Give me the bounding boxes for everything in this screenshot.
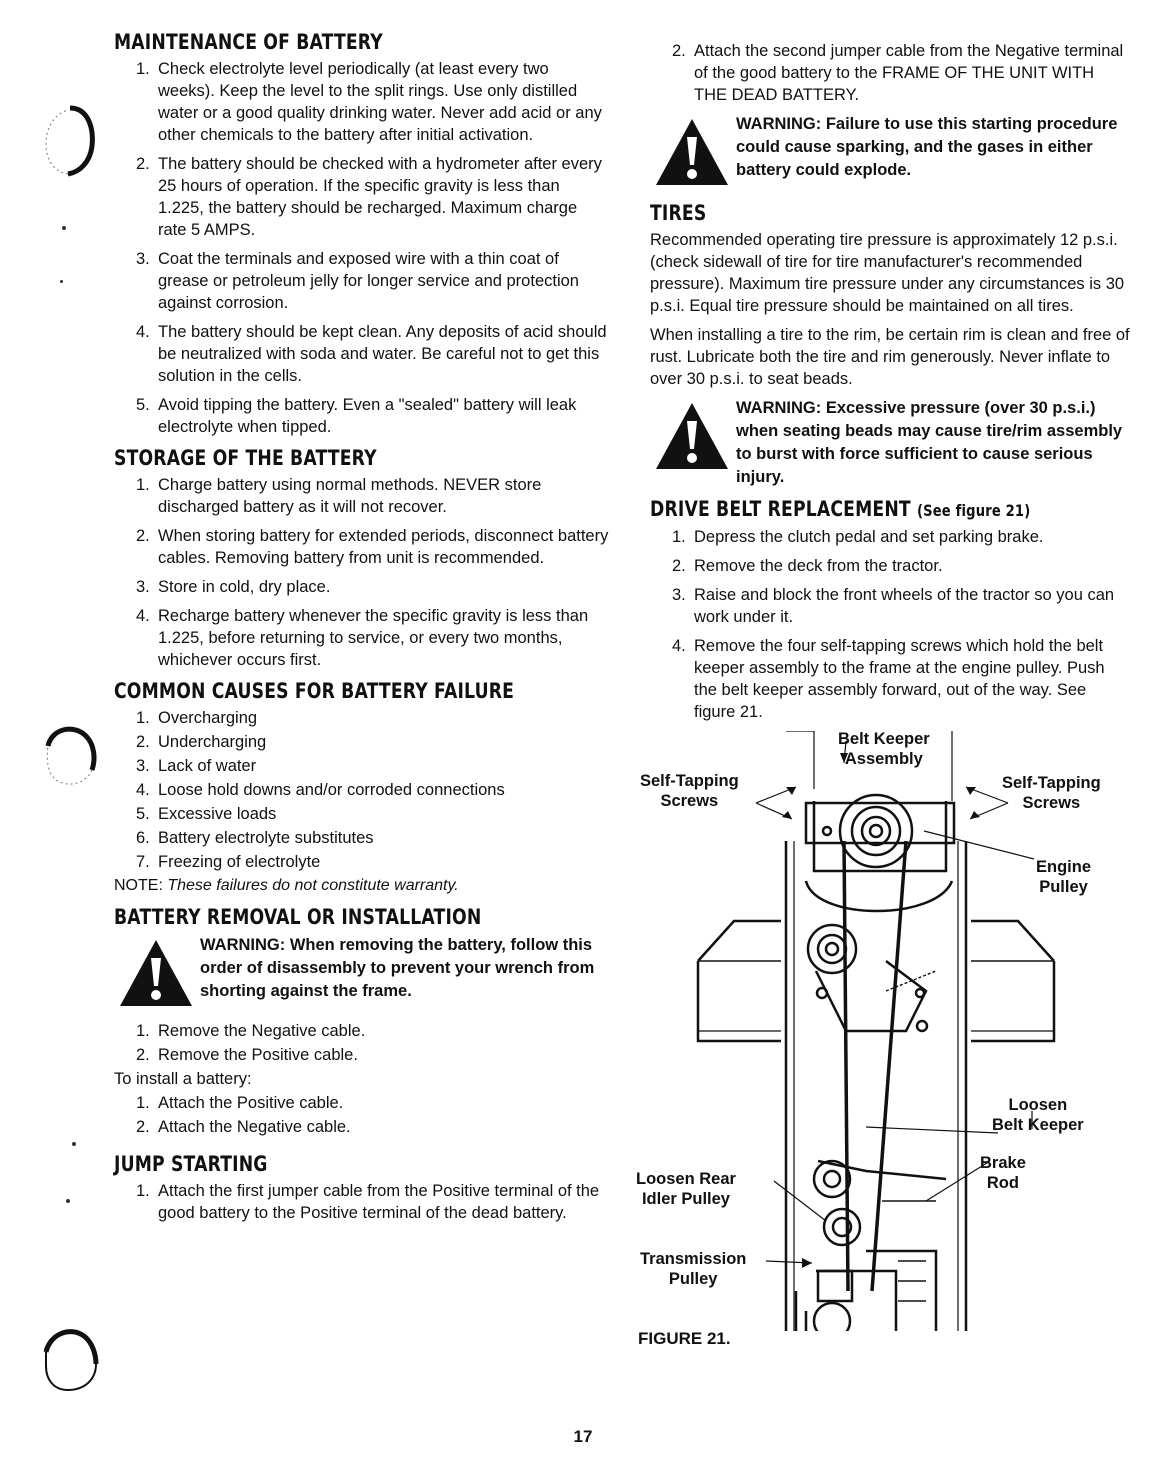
jump-continued xyxy=(650,40,1130,193)
list-item: 3. Raise and block the front wheels of the tractor so you can work under it. xyxy=(672,586,1115,626)
label-loosen-belt-keeper: Loosen Belt Keeper xyxy=(992,1096,1084,1134)
warning-triangle-icon xyxy=(118,938,194,1008)
speck xyxy=(62,226,66,230)
belt-section xyxy=(650,497,1130,723)
storage-section xyxy=(114,446,609,671)
figure-caption: FIGURE 21. xyxy=(638,1329,731,1348)
install-intro: To install a battery: xyxy=(114,1070,252,1088)
list-item: 1. Overcharging xyxy=(136,709,258,727)
list-item: 3. Store in cold, dry place. xyxy=(136,578,331,596)
binder-hole-icon xyxy=(40,1320,100,1400)
warning-triangle-icon xyxy=(654,117,730,187)
section-title: STORAGE OF THE BATTERY xyxy=(114,446,377,470)
numbered-list xyxy=(114,707,609,873)
list-item: 2. Remove the Positive cable. xyxy=(136,1046,358,1064)
numbered-list xyxy=(114,1092,609,1138)
binder-hole-icon xyxy=(40,718,100,798)
list-item: 2. Remove the deck from the tractor. xyxy=(672,557,943,575)
list-item: 2. The battery should be checked with a hydrometer after every 25 hours of operation. If the specific gravity is less than 1.225, the battery should be recharged. Maximum charge rate 5 AMPS. xyxy=(136,155,602,239)
numbered-list xyxy=(114,1180,609,1224)
list-item: 4. Recharge battery whenever the specific gravity is less than 1.225, before returning to service, or every two months, whichever occurs first. xyxy=(136,607,589,669)
figure-21 xyxy=(636,731,1126,1361)
label-loosen-rear-idler: Loosen Rear Idler Pulley xyxy=(636,1170,736,1208)
list-item: 1. Attach the first jumper cable from the Positive terminal of the good battery to the Positive terminal of the dead battery. xyxy=(136,1182,600,1222)
numbered-list xyxy=(650,40,1130,106)
section-title: DRIVE BELT REPLACEMENT (See figure 21) xyxy=(650,497,1031,521)
list-item: 2. Undercharging xyxy=(136,733,267,751)
label-transmission-pulley: Transmission Pulley xyxy=(640,1250,747,1288)
section-title: TIRES xyxy=(650,201,707,225)
list-item: 3. Coat the terminals and exposed wire with a thin coat of grease or petroleum jelly for longer service and protection against corrosion. xyxy=(136,250,579,312)
label-self-tapping-right: Self-Tapping Screws xyxy=(1002,774,1101,812)
list-item: 4. Remove the four self-tapping screws which hold the belt keeper assembly to the frame at the engine pulley. Push the belt keeper assembly forward, out of the way. See figure 21. xyxy=(672,637,1105,721)
removal-section xyxy=(114,905,609,1138)
list-item: 6. Battery electrolyte substitutes xyxy=(136,829,374,847)
list-item: 1. Check electrolyte level periodically (at least every two weeks). Keep the level to the split rings. Use only distilled water or a good quality drinking water. Never add acid or any other chemicals to the battery after initial activation. xyxy=(136,60,602,144)
numbered-list xyxy=(650,526,1130,723)
section-title: COMMON CAUSES FOR BATTERY FAILURE xyxy=(114,679,515,703)
warning-block: WARNING: Failure to use this starting procedure could cause sparking, and the gases in either battery could explode. xyxy=(650,113,1130,193)
speck xyxy=(66,1199,70,1203)
label-brake-rod: Brake Rod xyxy=(980,1154,1026,1192)
list-item: 1. Charge battery using normal methods. NEVER store discharged battery as it will not recover. xyxy=(136,476,542,516)
list-item: 1. Remove the Negative cable. xyxy=(136,1022,366,1040)
list-item: 2. Attach the second jumper cable from the Negative terminal of the good battery to the FRAME OF THE UNIT WITH THE DEAD BATTERY. xyxy=(672,42,1124,104)
numbered-list xyxy=(114,474,609,671)
list-item: 7. Freezing of electrolyte xyxy=(136,853,321,871)
maintenance-section xyxy=(114,30,609,438)
warning-triangle-icon xyxy=(654,401,730,471)
warning-block: WARNING: When removing the battery, follow this order of disassembly to prevent your wrench from shorting against the frame. xyxy=(114,934,609,1014)
list-item: 4. The battery should be kept clean. Any deposits of acid should be neutralized with soda and water. Be careful not to get this solution in the cells. xyxy=(136,323,607,385)
page-number: 17 xyxy=(573,1427,593,1446)
drive-belt-diagram xyxy=(636,731,1126,1331)
right-column xyxy=(636,40,1130,1361)
tires-paragraph: Recommended operating tire pressure is approximately 12 p.s.i. (check sidewall of tire for tire manufacturer's recommended pressure). Maximum tire pressure under any circumstances is 30 p.s.i. Equal tire pressure should be maintained on all tires. xyxy=(650,231,1125,315)
section-title: BATTERY REMOVAL OR INSTALLATION xyxy=(114,905,482,929)
list-item: 4. Loose hold downs and/or corroded connections xyxy=(136,781,505,799)
jump-section xyxy=(114,1152,609,1224)
numbered-list xyxy=(114,58,609,438)
list-item: 2. Attach the Negative cable. xyxy=(136,1118,351,1136)
failure-section xyxy=(114,679,609,897)
list-item: 3. Lack of water xyxy=(136,757,257,775)
left-column xyxy=(114,30,609,1232)
speck xyxy=(72,1142,76,1146)
label-engine-pulley: Engine Pulley xyxy=(1036,858,1092,896)
list-item: 1. Depress the clutch pedal and set parking brake. xyxy=(672,528,1044,546)
list-item: 1. Attach the Positive cable. xyxy=(136,1094,344,1112)
section-title: JUMP STARTING xyxy=(114,1152,268,1176)
tires-section xyxy=(650,201,1130,489)
list-item: 5. Avoid tipping the battery. Even a "sealed" battery will leak electrolyte when tipped. xyxy=(136,396,577,436)
warning-block: WARNING: Excessive pressure (over 30 p.s.i.) when seating beads may cause tire/rim assembly to burst with force sufficient to cause serious injury. xyxy=(650,397,1130,489)
tires-paragraph: When installing a tire to the rim, be certain rim is clean and free of rust. Lubricate both the tire and rim generously. Never inflate to over 30 p.s.i. to seat beads. xyxy=(650,326,1130,388)
list-item: 2. When storing battery for extended periods, disconnect battery cables. Removing battery from unit is recommended. xyxy=(136,527,609,567)
binder-hole-icon xyxy=(40,100,100,180)
label-belt-keeper-assembly: Belt Keeper Assembly xyxy=(838,730,930,768)
section-title: MAINTENANCE OF BATTERY xyxy=(114,30,383,54)
list-item: 5. Excessive loads xyxy=(136,805,277,823)
numbered-list xyxy=(114,1020,609,1066)
label-self-tapping-left: Self-Tapping Screws xyxy=(640,772,739,810)
speck xyxy=(60,280,63,283)
warranty-note: NOTE: These failures do not constitute warranty. xyxy=(114,877,459,894)
